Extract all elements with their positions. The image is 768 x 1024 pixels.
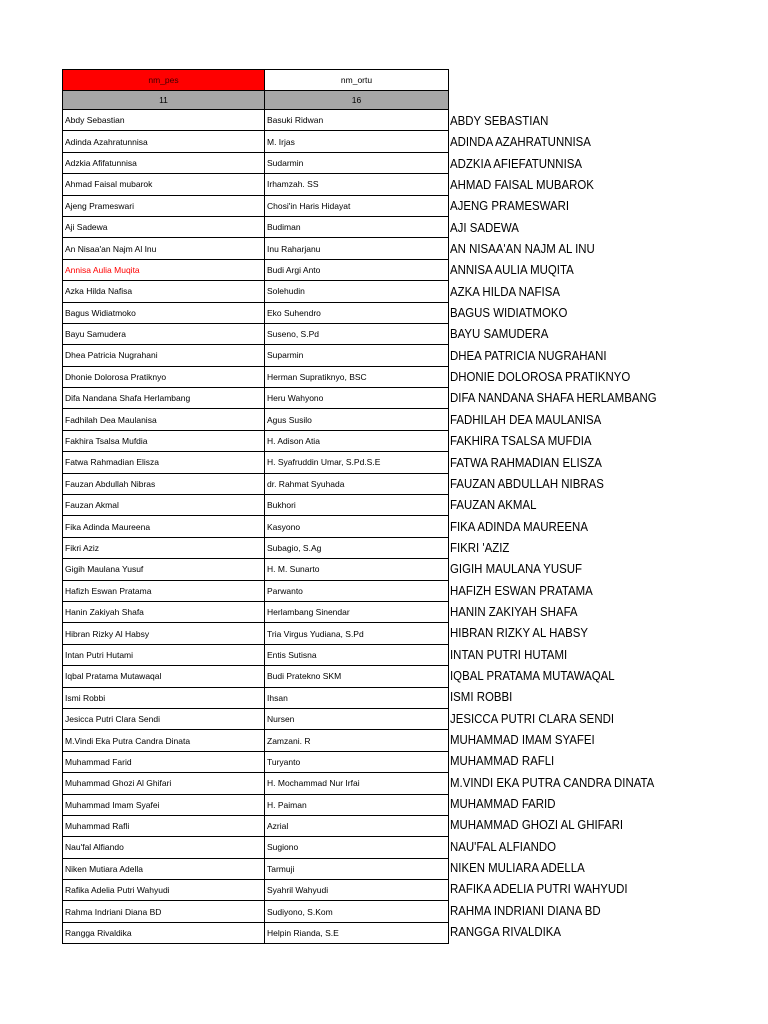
table-row [63,773,449,794]
table-row [63,302,449,323]
table-row [63,131,449,152]
table-row [63,644,449,665]
uppercase-name: ABDY SEBASTIAN [450,113,549,128]
cell-nm-ortu[interactable]: Herman Supratiknyo, BSC [265,366,449,387]
table-row [63,815,449,836]
cell-nm-pes[interactable]: Rangga Rivaldika [63,922,265,943]
cell-nm-pes[interactable]: M.Vindi Eka Putra Candra Dinata [63,730,265,751]
cell-nm-ortu[interactable]: Budiman [265,216,449,237]
table-row [63,495,449,516]
table-row [63,580,449,601]
table-row [63,430,449,451]
table-row [63,751,449,772]
cell-nm-ortu[interactable]: Sugiono [265,837,449,858]
cell-nm-pes[interactable]: Adzkia Afifatunnisa [63,152,265,173]
table-row [63,901,449,922]
cell-nm-ortu[interactable]: M. Irjas [265,131,449,152]
cell-nm-ortu[interactable]: Turyanto [265,751,449,772]
uppercase-name-column [450,109,685,941]
cell-nm-ortu[interactable]: Basuki Ridwan [265,110,449,131]
cell-nm-pes[interactable]: Dhonie Dolorosa Pratiknyo [63,366,265,387]
subheader-cell-count-pes[interactable]: 11 [63,91,265,110]
cell-nm-ortu[interactable]: Heru Wahyono [265,388,449,409]
cell-nm-pes[interactable]: Muhammad Farid [63,751,265,772]
cell-nm-pes[interactable]: Muhammad Rafli [63,815,265,836]
header-row [63,70,449,91]
cell-nm-ortu[interactable]: Chosi'in Haris Hidayat [265,195,449,216]
cell-nm-ortu[interactable]: Tarmuji [265,858,449,879]
uppercase-name: FAUZAN ABDULLAH NIBRAS [450,475,604,491]
uppercase-name: MUHAMMAD GHOZI AL GHIFARI [450,817,624,833]
cell-nm-pes[interactable]: Iqbal Pratama Mutawaqal [63,666,265,687]
cell-nm-pes[interactable]: Dhea Patricia Nugrahani [63,345,265,366]
cell-nm-ortu[interactable]: Kasyono [265,516,449,537]
uppercase-name: M.VINDI EKA PUTRA CANDRA DINATA [450,774,655,790]
uppercase-name: AJENG PRAMESWARI [450,198,570,214]
cell-nm-pes[interactable]: Jesicca Putri Clara Sendi [63,708,265,729]
cell-nm-ortu[interactable]: Azrial [265,815,449,836]
table-row [63,537,449,558]
cell-nm-ortu[interactable]: Helpin Rianda, S.E [265,922,449,943]
cell-nm-ortu[interactable]: dr. Rahmat Syuhada [265,473,449,494]
table-row [63,666,449,687]
cell-nm-ortu[interactable]: Sudarmin [265,152,449,173]
cell-nm-ortu[interactable]: H. Mochammad Nur Irfai [265,773,449,794]
uppercase-name: MUHAMMAD FARID [450,796,556,811]
cell-nm-pes[interactable]: Nau'fal Alfiando [63,837,265,858]
cell-nm-ortu[interactable]: Sudiyono, S.Kom [265,901,449,922]
uppercase-name: ISMI ROBBI [450,689,513,705]
uppercase-name: BAYU SAMUDERA [450,326,549,342]
cell-nm-pes[interactable]: Bagus Widiatmoko [63,302,265,323]
table-row [63,922,449,943]
cell-nm-ortu[interactable]: Ihsan [265,687,449,708]
cell-nm-ortu[interactable]: H. M. Sunarto [265,559,449,580]
cell-nm-pes[interactable]: Azka Hilda Nafisa [63,281,265,302]
header-cell-nm-pes[interactable]: nm_pes [63,70,265,91]
cell-nm-pes[interactable]: Abdy Sebastian [63,110,265,131]
uppercase-name: HAFIZH ESWAN PRATAMA [450,582,593,598]
cell-nm-pes[interactable]: Hanin Zakiyah Shafa [63,601,265,622]
cell-nm-pes[interactable]: Aji Sadewa [63,216,265,237]
uppercase-name: ANNISA AULIA MUQITA [450,262,574,278]
table-row [63,366,449,387]
uppercase-name: IQBAL PRATAMA MUTAWAQAL [450,667,615,683]
uppercase-name: FAUZAN AKMAL [450,497,537,513]
subheader-row [63,91,449,110]
uppercase-name: GIGIH MAULANA YUSUF [450,561,583,577]
cell-nm-pes[interactable]: Muhammad Imam Syafei [63,794,265,815]
cell-nm-pes[interactable]: Rafika Adelia Putri Wahyudi [63,880,265,901]
table-row [63,473,449,494]
table-row [63,195,449,216]
cell-nm-ortu[interactable]: H. Adison Atia [265,430,449,451]
uppercase-name: BAGUS WIDIATMOKO [450,305,568,321]
table-row [63,858,449,879]
table-row [63,730,449,751]
cell-nm-pes[interactable]: Gigih Maulana Yusuf [63,559,265,580]
uppercase-name: ADZKIA AFIEFATUNNISA [450,155,583,171]
cell-nm-ortu[interactable]: Eko Suhendro [265,302,449,323]
table-row [63,152,449,173]
table-row [63,880,449,901]
cell-nm-pes[interactable]: Rahma Indriani Diana BD [63,901,265,922]
table-row [63,174,449,195]
table-row [63,687,449,708]
cell-nm-ortu[interactable]: Subagio, S.Ag [265,537,449,558]
cell-nm-pes[interactable]: Ahmad Faisal mubarok [63,174,265,195]
cell-nm-pes[interactable]: Ismi Robbi [63,687,265,708]
cell-nm-ortu[interactable]: Bukhori [265,495,449,516]
cell-nm-ortu[interactable]: Suseno, S.Pd [265,323,449,344]
table-row [63,708,449,729]
cell-nm-pes[interactable]: Niken Mutiara Adella [63,858,265,879]
uppercase-name: FADHILAH DEA MAULANISA [450,411,602,427]
uppercase-name: FIKRI 'AZIZ [450,539,510,555]
spreadsheet-table [62,69,449,944]
uppercase-name: AN NISAA'AN NAJM AL INU [450,241,595,257]
cell-nm-ortu[interactable]: Irhamzah. SS [265,174,449,195]
uppercase-name: AJI SADEWA [450,219,519,235]
table-row [63,516,449,537]
table-row [63,559,449,580]
cell-nm-pes[interactable]: Fauzan Akmal [63,495,265,516]
cell-nm-ortu[interactable]: Suparmin [265,345,449,366]
cell-nm-ortu[interactable]: H. Paiman [265,794,449,815]
table-row [63,259,449,280]
cell-nm-pes[interactable]: Fika Adinda Maureena [63,516,265,537]
cell-nm-ortu[interactable]: Nursen [265,708,449,729]
cell-nm-ortu[interactable]: Zamzani. R [265,730,449,751]
uppercase-name: FIKA ADINDA MAUREENA [450,518,588,534]
uppercase-name: NAU'FAL ALFIANDO [450,838,557,854]
cell-nm-ortu[interactable]: Parwanto [265,580,449,601]
cell-nm-pes[interactable]: Adinda Azahratunnisa [63,131,265,152]
uppercase-name: HIBRAN RIZKY AL HABSY [450,625,588,641]
uppercase-name: RAHMA INDRIANI DIANA BD [450,902,601,918]
cell-nm-pes[interactable]: Fakhira Tsalsa Mufdia [63,430,265,451]
cell-nm-ortu[interactable]: Agus Susilo [265,409,449,430]
uppercase-name: NIKEN MULIARA ADELLA [450,860,585,876]
uppercase-name: RANGGA RIVALDIKA [450,924,562,940]
cell-nm-pes[interactable]: Hibran Rizky Al Habsy [63,623,265,644]
uppercase-name: MUHAMMAD RAFLI [450,753,555,769]
cell-nm-pes[interactable]: An Nisaa'an Najm Al Inu [63,238,265,259]
cell-nm-ortu[interactable]: Tria Virgus Yudiana, S.Pd [265,623,449,644]
uppercase-name: DHEA PATRICIA NUGRAHANI [450,347,607,363]
uppercase-name: FATWA RAHMADIAN ELISZA [450,454,602,470]
cell-nm-ortu[interactable]: Solehudin [265,281,449,302]
subheader-cell-count-ortu[interactable]: 16 [265,91,449,110]
uppercase-name: DIFA NANDANA SHAFA HERLAMBANG [450,390,657,406]
table-row [63,388,449,409]
cell-nm-ortu[interactable]: H. Syafruddin Umar, S.Pd.S.E [265,452,449,473]
cell-nm-ortu[interactable]: Budi Pratekno SKM [265,666,449,687]
table-row [63,110,449,131]
table-row [63,794,449,815]
cell-nm-pes[interactable]: Difa Nandana Shafa Herlambang [63,388,265,409]
uppercase-name: ADINDA AZAHRATUNNISA [450,134,591,150]
cell-nm-pes[interactable]: Hafizh Eswan Pratama [63,580,265,601]
table-row [63,623,449,644]
cell-nm-pes[interactable]: Bayu Samudera [63,323,265,344]
cell-nm-pes[interactable]: Ajeng Prameswari [63,195,265,216]
table-row [63,281,449,302]
header-cell-nm-ortu[interactable]: nm_ortu [265,70,449,91]
uppercase-name: RAFIKA ADELIA PUTRI WAHYUDI [450,881,628,897]
table-row [63,601,449,622]
uppercase-name: MUHAMMAD IMAM SYAFEI [450,731,595,747]
table-row [63,216,449,237]
table-row [63,238,449,259]
cell-nm-pes[interactable]: Intan Putri Hutami [63,644,265,665]
cell-nm-pes[interactable]: Annisa Aulia Muqita [63,259,265,280]
cell-nm-ortu[interactable]: Syahril Wahyudi [265,880,449,901]
uppercase-name: AHMAD FAISAL MUBAROK [450,177,594,193]
cell-nm-pes[interactable]: Fadhilah Dea Maulanisa [63,409,265,430]
uppercase-name: JESICCA PUTRI CLARA SENDI [450,710,615,726]
uppercase-name: DHONIE DOLOROSA PRATIKNYO [450,369,631,385]
cell-nm-pes[interactable]: Muhammad Ghozi Al Ghifari [63,773,265,794]
uppercase-name: AZKA HILDA NAFISA [450,283,560,299]
table-row [63,345,449,366]
cell-nm-ortu[interactable]: Herlambang Sinendar [265,601,449,622]
table-row [63,409,449,430]
table-row [63,452,449,473]
uppercase-name: HANIN ZAKIYAH SHAFA [450,603,578,619]
uppercase-name: FAKHIRA TSALSA MUFDIA [450,433,592,449]
table-row [63,837,449,858]
cell-nm-ortu[interactable]: Budi Argi Anto [265,259,449,280]
table-row [63,323,449,344]
cell-nm-pes[interactable]: Fatwa Rahmadian Elisza [63,452,265,473]
uppercase-name: INTAN PUTRI HUTAMI [450,646,568,662]
cell-nm-pes[interactable]: Fauzan Abdullah Nibras [63,473,265,494]
cell-nm-ortu[interactable]: Inu Raharjanu [265,238,449,259]
cell-nm-ortu[interactable]: Entis Sutisna [265,644,449,665]
cell-nm-pes[interactable]: Fikri Aziz [63,537,265,558]
